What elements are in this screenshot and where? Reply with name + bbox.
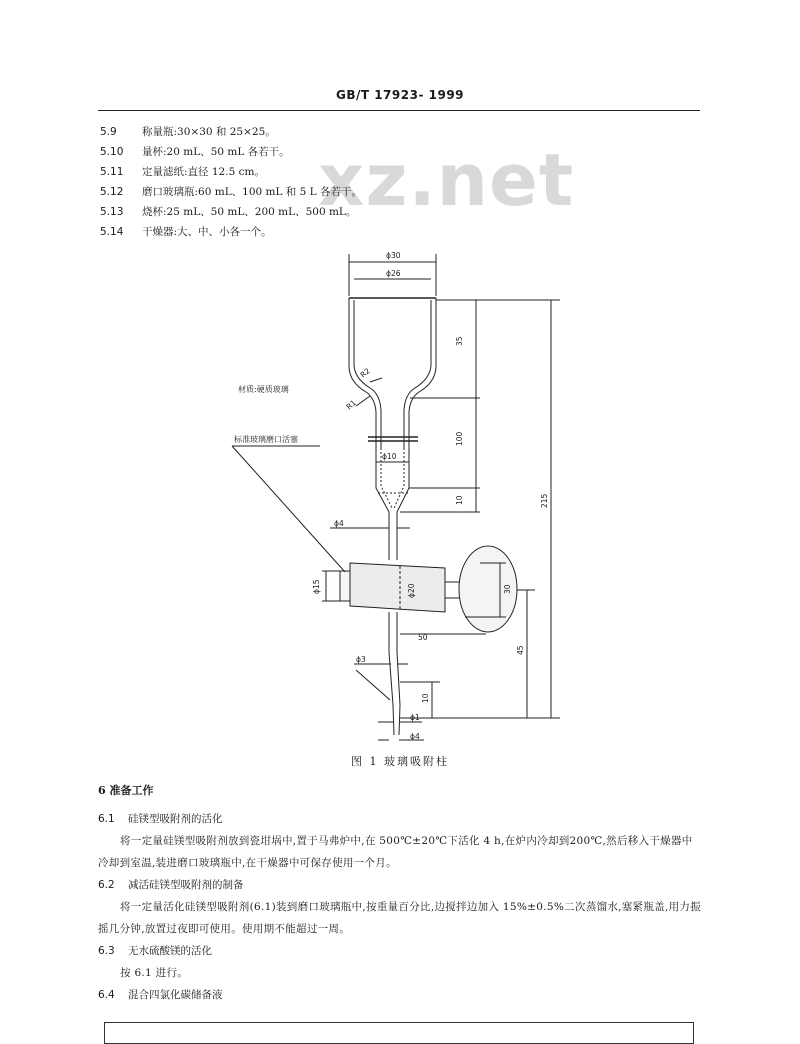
dim-label: 50 bbox=[418, 633, 428, 642]
list-item bbox=[100, 202, 700, 222]
subsection-number: 6.1 bbox=[98, 813, 115, 825]
dim-label: ϕ3 bbox=[356, 655, 366, 664]
dim-label: ϕ20 bbox=[407, 583, 416, 598]
item-number: 5.9 bbox=[100, 126, 117, 138]
subsection-number: 6.3 bbox=[98, 945, 115, 957]
paragraph: 将一定量硅镁型吸附剂放到瓷坩埚中,置于马弗炉中,在 500℃±20℃下活化 4 h,在炉内冷却到200℃,然后移入干燥器中冷却到室温,装进磨口玻璃瓶中,在干燥器中可保存使用一个月。 bbox=[98, 835, 693, 869]
material-label: 材质:硬质玻璃 bbox=[238, 385, 289, 394]
subsection-title: 减活硅镁型吸附剂的制备 bbox=[128, 879, 244, 891]
stopcock-barrel bbox=[350, 563, 445, 612]
dim-label: ϕ4 bbox=[334, 519, 344, 528]
column-tube-left bbox=[376, 448, 389, 560]
item-text: 烧杯:25 mL、50 mL、200 mL、500 mL。 bbox=[142, 206, 357, 218]
list-item bbox=[100, 142, 700, 162]
leader-line bbox=[356, 396, 370, 406]
stopcock-end bbox=[340, 571, 350, 601]
leader-line bbox=[356, 670, 390, 700]
list-item bbox=[100, 162, 700, 182]
stopcock-label: 标准玻璃磨口活塞 bbox=[234, 435, 298, 444]
item-number: 5.11 bbox=[100, 166, 124, 178]
dim-label: R1 bbox=[344, 398, 358, 412]
subsection-heading bbox=[98, 940, 703, 962]
list-item bbox=[100, 122, 700, 142]
dim-label: ϕ1 bbox=[410, 713, 420, 722]
column-tube-right bbox=[397, 448, 409, 560]
tip-left bbox=[389, 612, 394, 735]
dim-label: ϕ30 bbox=[386, 251, 401, 260]
leader-line bbox=[370, 378, 382, 382]
item-number: 5.13 bbox=[100, 206, 124, 218]
dim-label: 10 bbox=[421, 693, 430, 703]
leader-line bbox=[232, 446, 345, 572]
bottom-frame bbox=[104, 1022, 694, 1044]
subsection-heading bbox=[98, 984, 703, 1006]
item-text: 称量瓶:30×30 和 25×25。 bbox=[142, 126, 276, 138]
subsection-number: 6.2 bbox=[98, 879, 115, 891]
subsection-heading bbox=[98, 874, 703, 896]
item-text: 定量滤纸:直径 12.5 cm。 bbox=[142, 166, 265, 178]
dim-label: 100 bbox=[455, 431, 464, 446]
reservoir-inner-right bbox=[404, 300, 431, 448]
dim-label: 35 bbox=[455, 336, 464, 346]
item-number: 5.12 bbox=[100, 186, 124, 198]
equipment-list bbox=[100, 122, 700, 242]
reservoir-outline-right bbox=[409, 298, 436, 448]
dim-label: 45 bbox=[516, 645, 525, 655]
subsection-title: 混合四氯化碳储备液 bbox=[128, 989, 223, 1001]
dim-label: ϕ26 bbox=[386, 269, 401, 278]
dim-label: 30 bbox=[503, 584, 512, 594]
dim-label: R2 bbox=[358, 366, 372, 380]
item-text: 干燥器:大、中、小各一个。 bbox=[142, 226, 272, 238]
item-number: 5.14 bbox=[100, 226, 124, 238]
dim-label: ϕ15 bbox=[312, 579, 321, 594]
subsection-heading bbox=[98, 808, 703, 830]
glass-column-figure bbox=[0, 240, 800, 752]
item-text: 量杯:20 mL、50 mL 各若干。 bbox=[142, 146, 290, 158]
dim-label: 215 bbox=[540, 493, 549, 508]
section-body bbox=[98, 780, 703, 1006]
item-text: 磨口玻璃瓶:60 mL、100 mL 和 5 L 各若干。 bbox=[142, 186, 362, 198]
list-item bbox=[100, 182, 700, 202]
list-item bbox=[100, 222, 700, 242]
tip-right bbox=[397, 612, 400, 735]
dim-label: ϕ10 bbox=[382, 452, 397, 461]
figure-caption: 图 1 玻璃吸附柱 bbox=[351, 755, 449, 768]
subsection-number: 6.4 bbox=[98, 989, 115, 1001]
section-title: 6 准备工作 bbox=[98, 784, 154, 797]
subsection-title: 无水硫酸镁的活化 bbox=[128, 945, 212, 957]
paragraph: 按 6.1 进行。 bbox=[120, 967, 189, 979]
item-number: 5.10 bbox=[100, 146, 124, 158]
page-header: GB/T 17923- 1999 bbox=[335, 88, 465, 102]
header-rule bbox=[98, 110, 700, 111]
paragraph: 将一定量活化硅镁型吸附剂(6.1)装到磨口玻璃瓶中,按重量百分比,边搅拌边加入 15%±0.5%二次蒸馏水,塞紧瓶盖,用力振摇几分钟,放置过夜即可使用。使用期不能超过一周。 bbox=[98, 901, 701, 935]
watermark: xz.net bbox=[318, 138, 575, 222]
subsection-title: 硅镁型吸附剂的活化 bbox=[128, 813, 223, 825]
dim-label: 10 bbox=[455, 495, 464, 505]
dim-label: ϕ4 bbox=[410, 732, 420, 741]
